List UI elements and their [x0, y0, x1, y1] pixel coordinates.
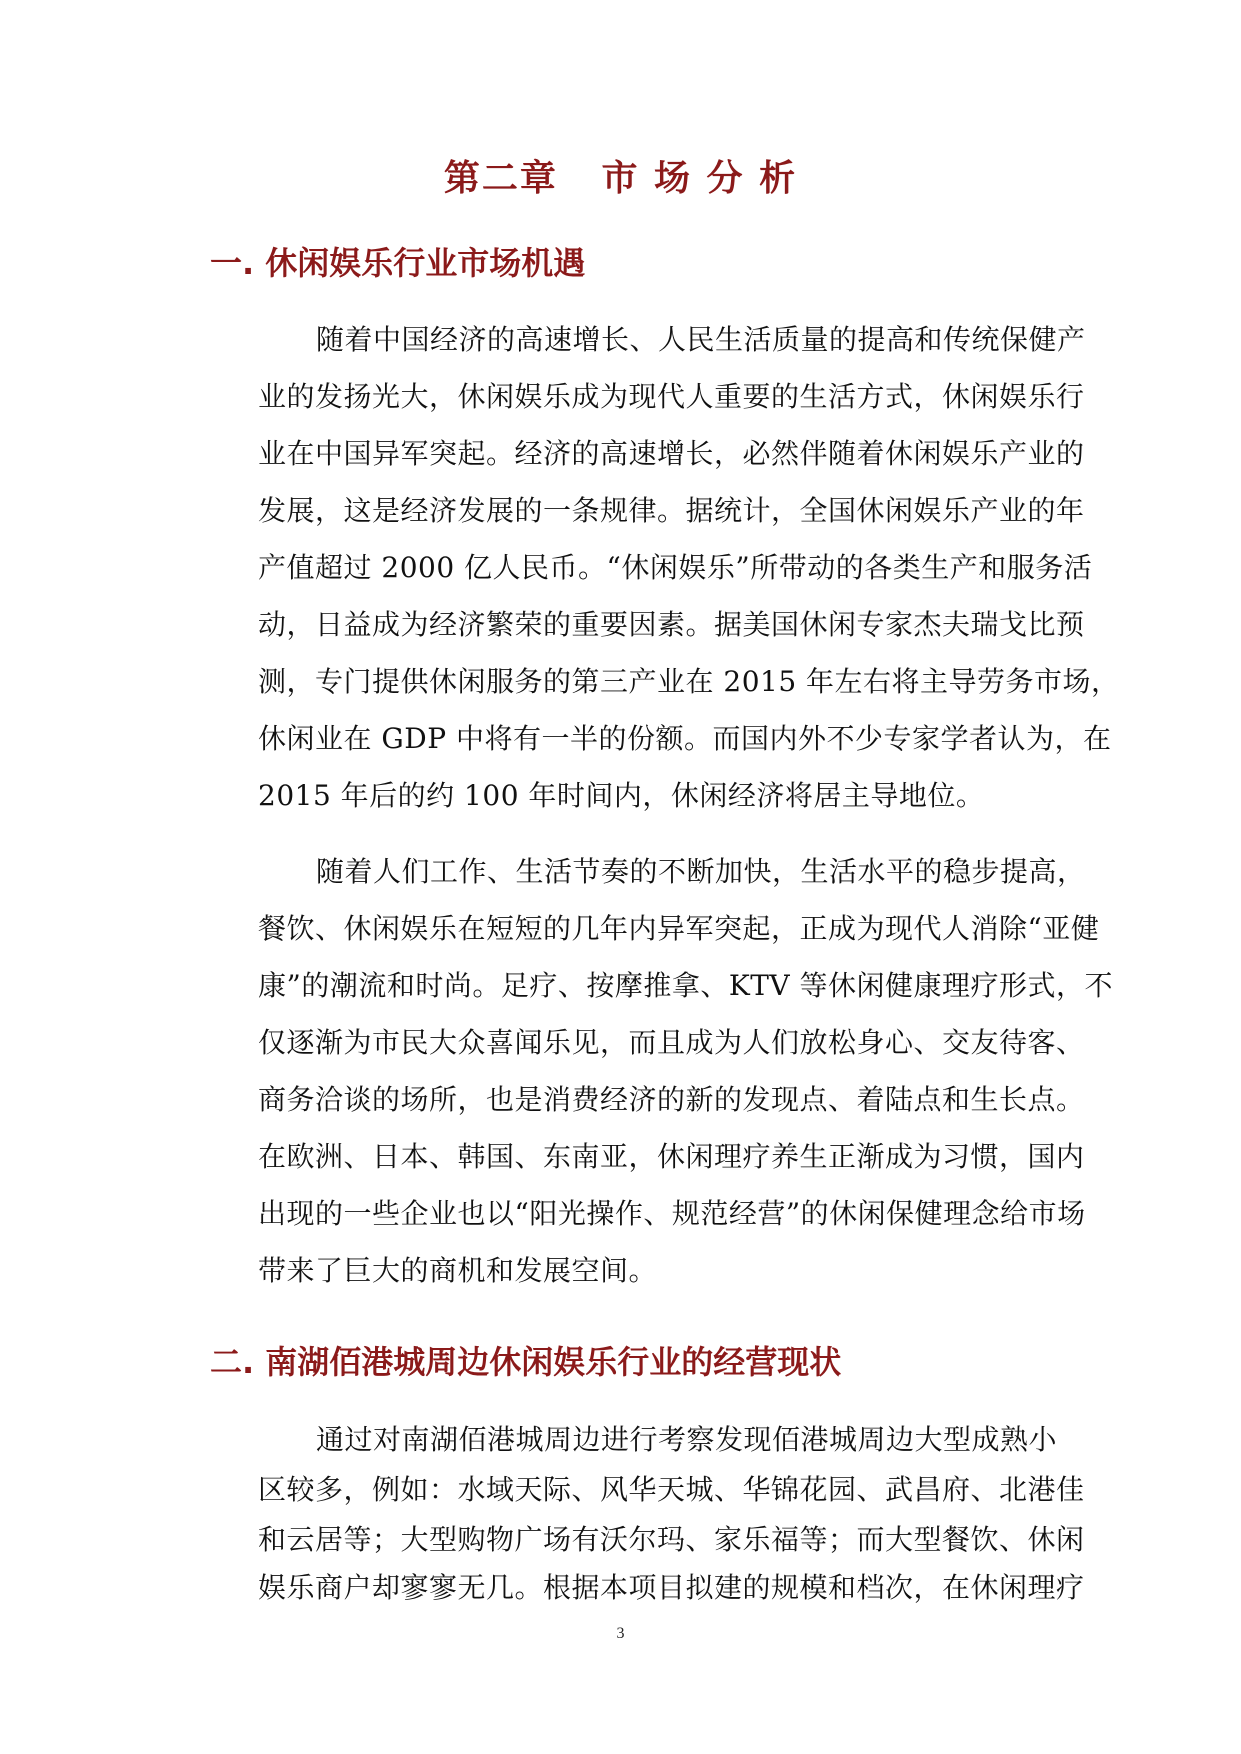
paragraph-line: 业在中国异军突起。经济的高速增长，必然伴随着休闲娱乐产业的 [258, 437, 1085, 470]
chapter-title: 第二章 市 场 分 析 [443, 157, 798, 199]
page-number: 3 [616, 1625, 625, 1642]
paragraph-line: 康”的潮流和时尚。足疗、按摩推拿、KTV 等休闲健康理疗形式，不 [258, 969, 1114, 1002]
section-heading-2: 二. 南湖佰港城周边休闲娱乐行业的经营现状 [210, 1343, 842, 1381]
paragraph-line: 动，日益成为经济繁荣的重要因素。据美国休闲专家杰夫瑞戈比预 [258, 608, 1085, 641]
paragraph-line: 产值超过 2000 亿人民币。“休闲娱乐”所带动的各类生产和服务活 [258, 551, 1093, 584]
paragraph-line: 商务洽谈的场所，也是消费经济的新的发现点、着陆点和生长点。 [258, 1083, 1085, 1116]
section-heading-1: 一. 休闲娱乐行业市场机遇 [210, 244, 586, 282]
paragraph-line: 随着人们工作、生活节奏的不断加快，生活水平的稳步提高， [316, 855, 1086, 888]
paragraph-line: 餐饮、休闲娱乐在短短的几年内异军突起，正成为现代人消除“亚健 [258, 912, 1100, 945]
paragraph-line: 测，专门提供休闲服务的第三产业在 2015 年左右将主导劳务市场， [258, 665, 1120, 698]
paragraph-line: 区较多，例如：水域天际、风华天城、华锦花园、武昌府、北港佳 [258, 1473, 1085, 1506]
paragraph-line: 通过对南湖佰港城周边进行考察发现佰港城周边大型成熟小 [316, 1423, 1058, 1456]
paragraph-line: 娱乐商户却寥寥无几。根据本项目拟建的规模和档次，在休闲理疗 [258, 1571, 1085, 1604]
paragraph-line: 发展，这是经济发展的一条规律。据统计，全国休闲娱乐产业的年 [258, 494, 1085, 527]
paragraph-line: 随着中国经济的高速增长、人民生活质量的提高和传统保健产 [316, 323, 1086, 356]
paragraph-line: 仅逐渐为市民大众喜闻乐见，而且成为人们放松身心、交友待客、 [258, 1026, 1085, 1059]
paragraph-line: 和云居等；大型购物广场有沃尔玛、家乐福等；而大型餐饮、休闲 [258, 1523, 1085, 1556]
paragraph-line: 业的发扬光大，休闲娱乐成为现代人重要的生活方式，休闲娱乐行 [258, 380, 1085, 413]
paragraph-line: 出现的一些企业也以“阳光操作、规范经营”的休闲保健理念给市场 [258, 1197, 1086, 1230]
paragraph-line: 休闲业在 GDP 中将有一半的份额。而国内外不少专家学者认为，在 [258, 722, 1112, 755]
paragraph-line: 带来了巨大的商机和发展空间。 [258, 1254, 658, 1287]
paragraph-line: 在欧洲、日本、韩国、东南亚，休闲理疗养生正渐成为习惯，国内 [258, 1140, 1085, 1173]
paragraph-line: 2015 年后的约 100 年时间内，休闲经济将居主导地位。 [258, 779, 985, 812]
